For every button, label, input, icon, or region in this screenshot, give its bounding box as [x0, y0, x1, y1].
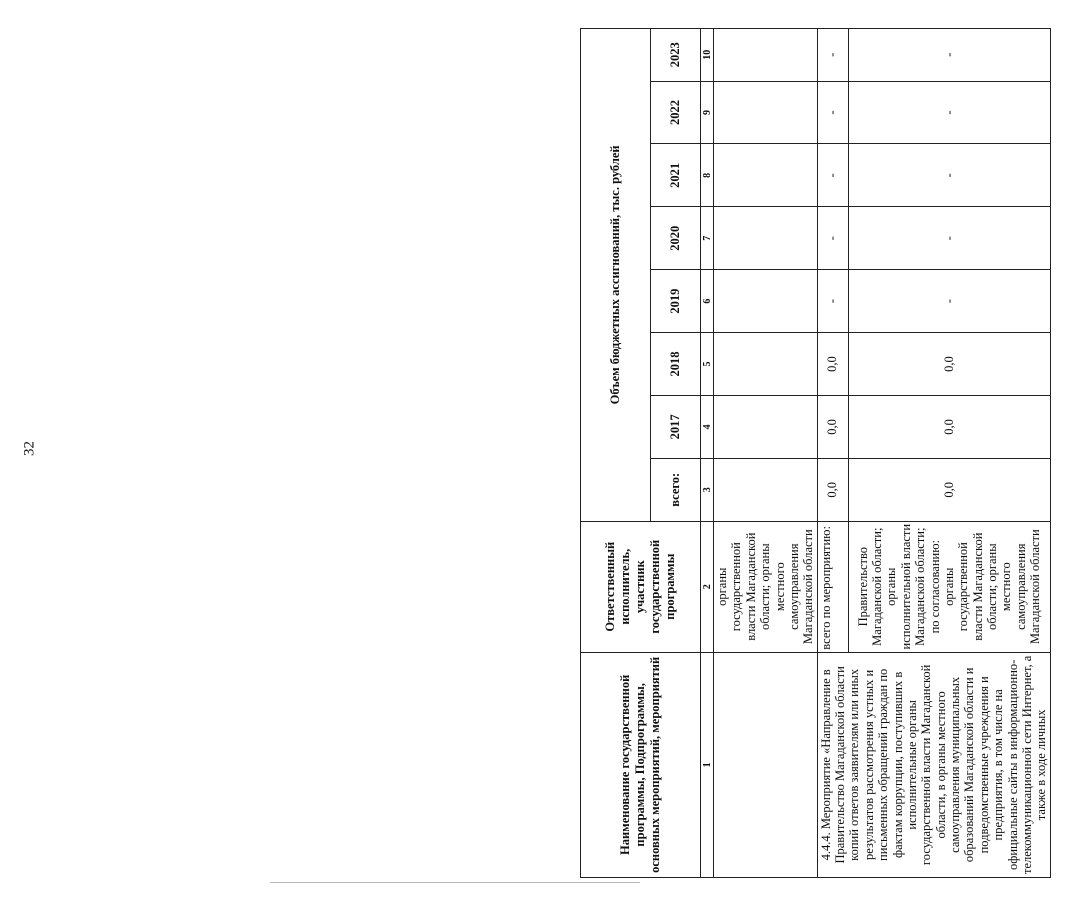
cell-value: -: [848, 144, 1050, 207]
cell-value: -: [848, 81, 1050, 144]
col-num: 9: [701, 81, 714, 144]
cell-value: 0,0: [848, 458, 1050, 521]
col-num: 6: [701, 270, 714, 333]
header-executor: Ответственный исполнитель, участник государственной программы: [581, 521, 701, 652]
cell-value: 0,0: [848, 395, 1050, 458]
col-num: 2: [701, 521, 714, 652]
header-year-2022: 2022: [651, 81, 701, 144]
cell-value: -: [817, 144, 848, 207]
header-year-2021: 2021: [651, 144, 701, 207]
measure-executor: Правительство Магаданской области; органы исполнительной власти Магаданской области; по согласованию: органы государственной власти Магаданской области; органы местного самоуправления Магаданской области: [848, 521, 1050, 652]
col-num: 1: [701, 652, 714, 877]
col-num: 8: [701, 144, 714, 207]
header-budget: Объем бюджетных ассигнований, тыс. рублей: [581, 29, 651, 522]
cell-value: 0,0: [817, 395, 848, 458]
header-year-2019: 2019: [651, 270, 701, 333]
col-num: 10: [701, 29, 714, 82]
cell-value: -: [848, 270, 1050, 333]
cell-value: 0,0: [817, 333, 848, 396]
scan-edge-line: [270, 882, 640, 883]
header-total: всего:: [651, 458, 701, 521]
col-num: 5: [701, 333, 714, 396]
measure-name: 4.4.4. Мероприятие «Направление в Правительство Магаданской области копий ответов заявителям или иных результатов рассмотрения устных и письменных обращений граждан по фактам коррупции, поступивших в исполнительные органы государственной власти Магаданской области, в органы местного самоуправления муниципальных образований Магаданской области и подведомственные учреждения и предприятия, в том числе на официальные сайты в информационно-телекоммуникационной сети Интернет, а также в ходе личных: [817, 652, 1050, 877]
header-year-2017: 2017: [651, 395, 701, 458]
budget-table: [580, 28, 1051, 878]
column-number-row: [701, 29, 714, 878]
header-program-name: Наименование государственной программы, Подпрограммы, основных мероприятий, мероприятий: [581, 652, 701, 877]
page-number: 32: [21, 441, 38, 456]
col-num: 7: [701, 207, 714, 270]
cell-value: 0,0: [817, 458, 848, 521]
prev-row-executor: органы государственной власти Магаданской области; органы местного самоуправления Магаданской области: [714, 521, 818, 652]
cell-value: -: [817, 270, 848, 333]
header-year-2020: 2020: [651, 207, 701, 270]
cell-value: -: [848, 29, 1050, 82]
cell-value: 0,0: [848, 333, 1050, 396]
col-num: 4: [701, 395, 714, 458]
cell-value: -: [817, 29, 848, 82]
col-num: 3: [701, 458, 714, 521]
rotated-table-container: [580, 28, 1090, 878]
cell-value: -: [817, 81, 848, 144]
table-row: [714, 29, 818, 878]
cell-value: -: [848, 207, 1050, 270]
measure-total-label: всего по мероприятию:: [817, 521, 848, 652]
table-row: [817, 29, 848, 878]
prev-row-name: [714, 652, 818, 877]
header-year-2023: 2023: [651, 29, 701, 82]
cell-value: -: [817, 207, 848, 270]
header-year-2018: 2018: [651, 333, 701, 396]
